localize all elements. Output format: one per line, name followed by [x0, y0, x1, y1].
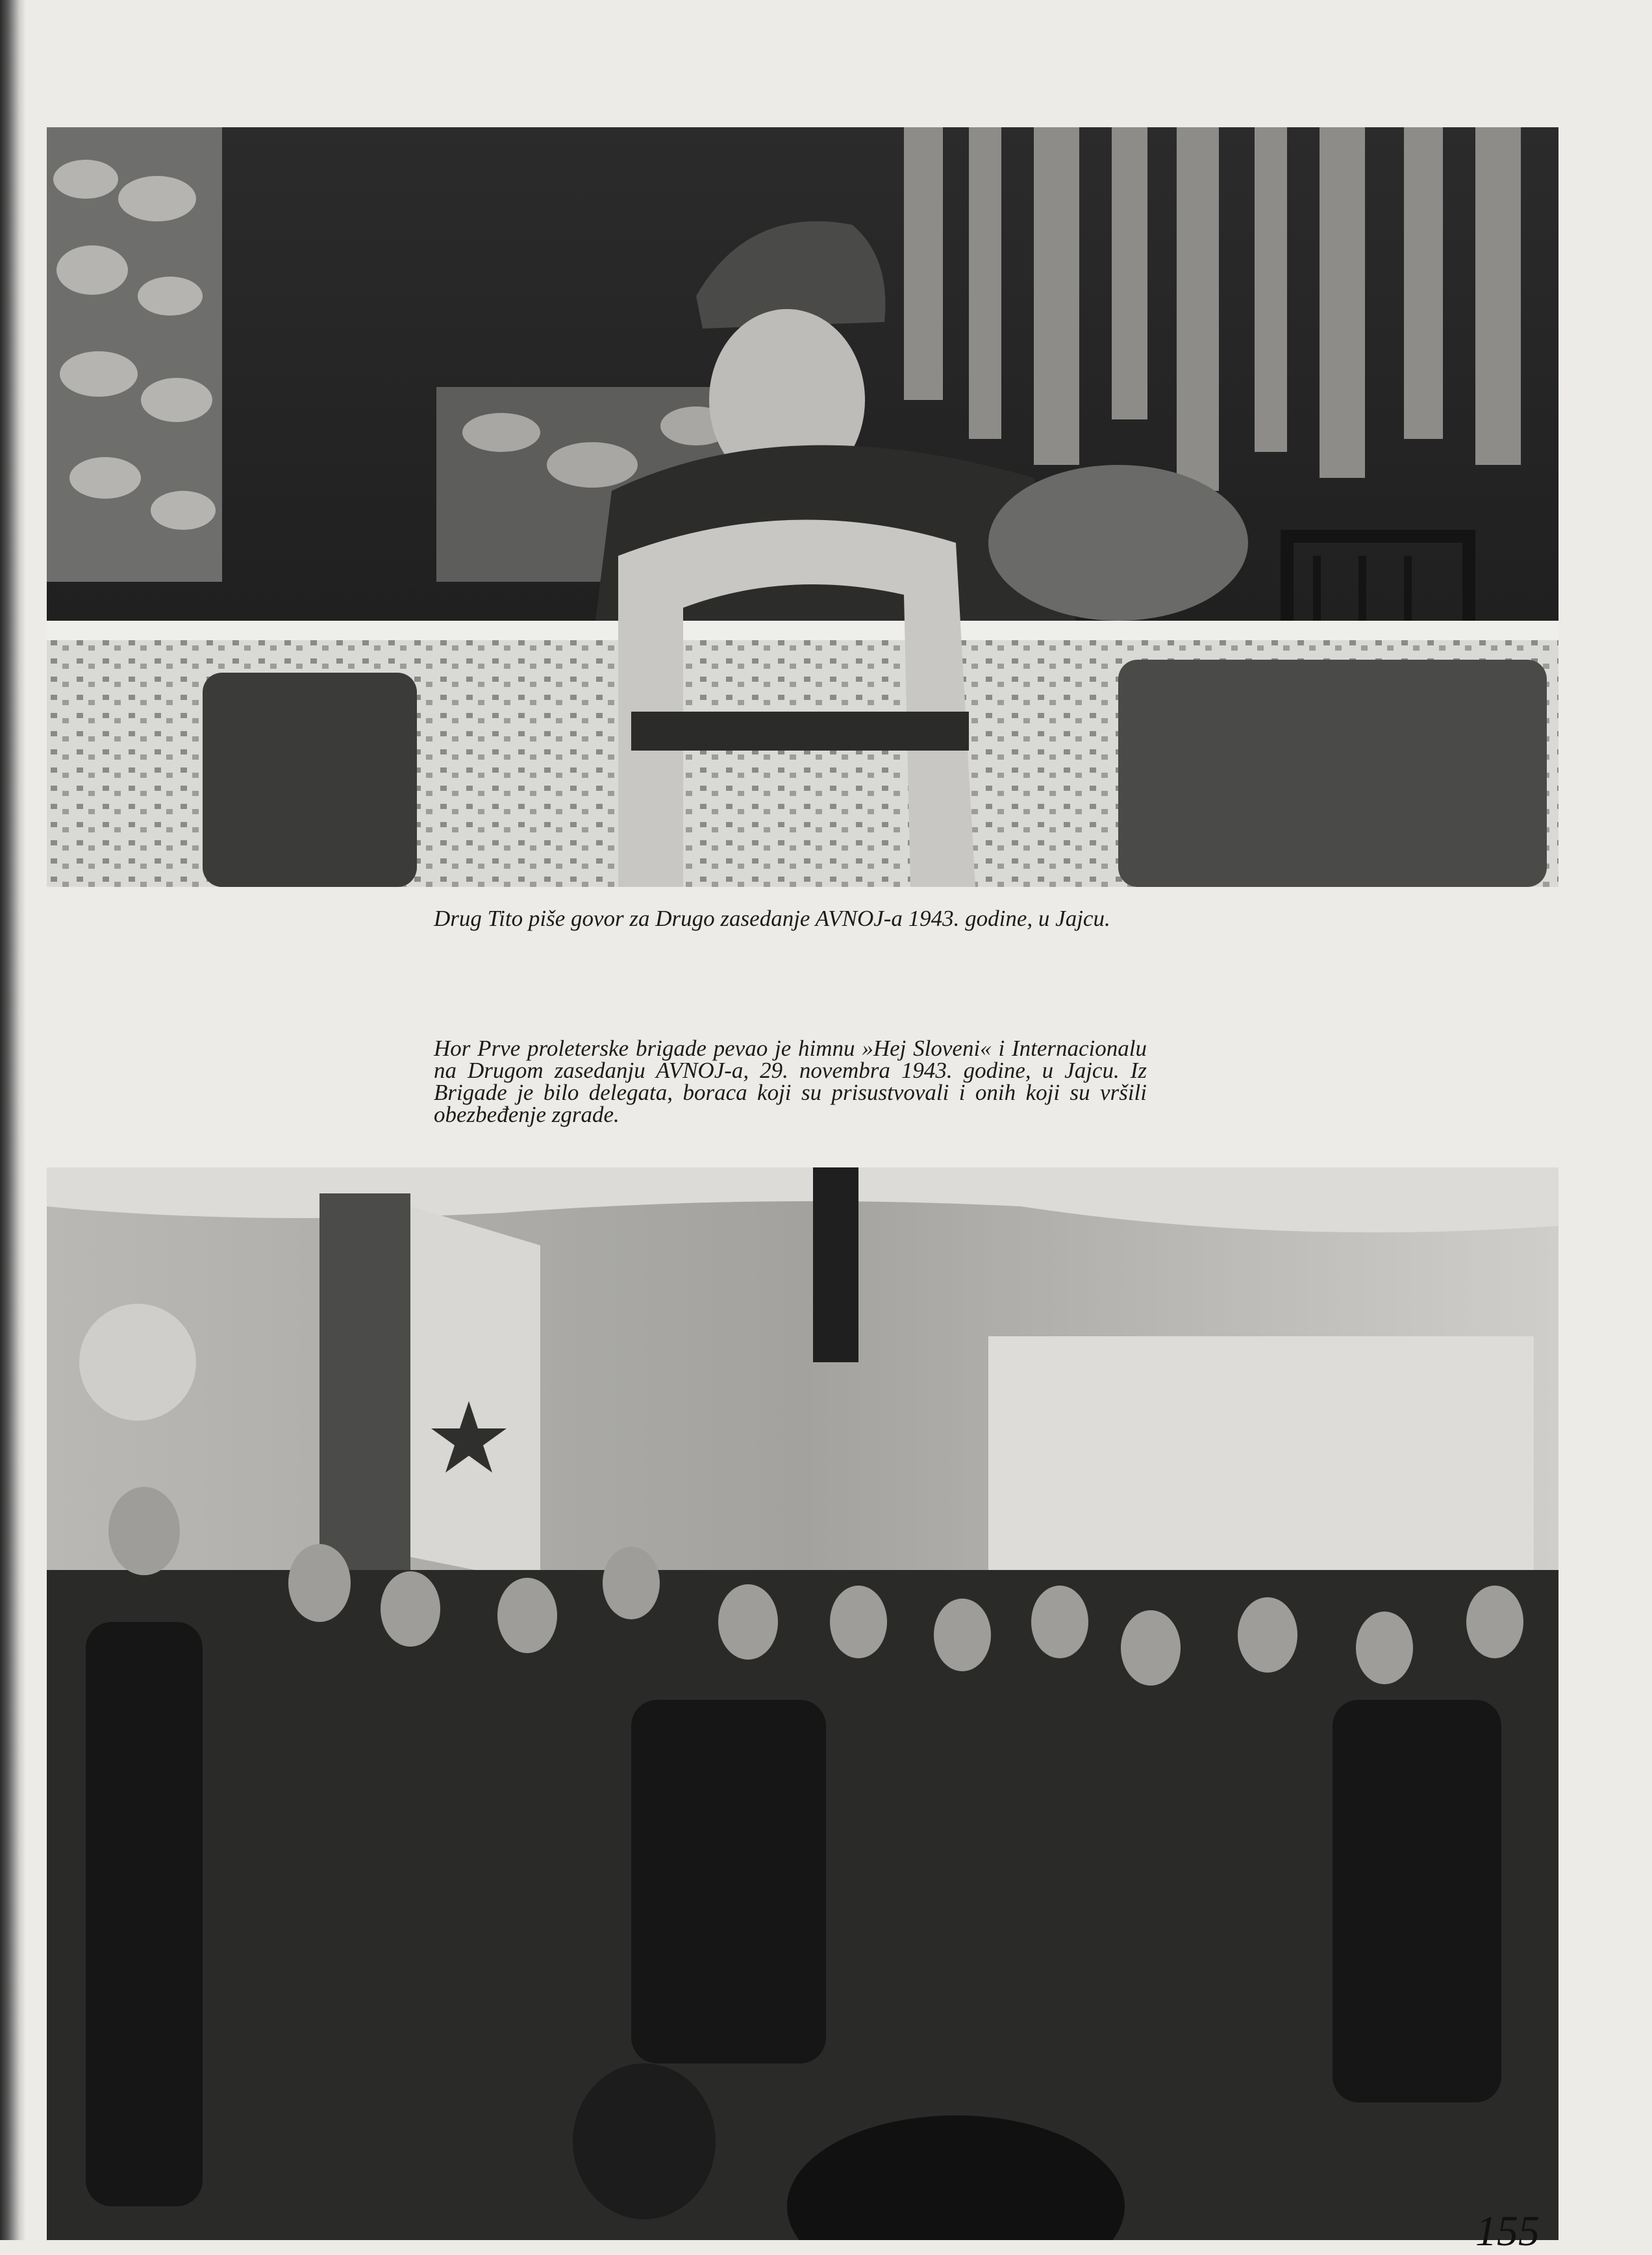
- caption-bottom-photo: Hor Prve proleterske brigade pevao je himnu »Hej Sloveni« i Internacionalu na Drugom zasedanju AVNOJ-a, 29. novembra 1943. godine, u Jajcu. Iz Brigade je bilo delegata, boraca koji su prisustvovali i onih koji su vršili obezbeđenje zgrade.: [434, 1036, 1147, 1127]
- photo-choir-singing-image: [47, 1167, 1558, 2240]
- photo-tito-writing-speech: [47, 127, 1558, 887]
- caption-top-photo: Drug Tito piše govor za Drugo zasedanje AVNOJ-a 1943. godine, u Jajcu.: [434, 906, 1110, 931]
- page-gutter-shadow: [0, 0, 26, 2240]
- page-number: 155: [1475, 2208, 1540, 2255]
- photo-tito-writing-speech-image: [47, 127, 1558, 887]
- photo-choir-singing: [47, 1167, 1558, 2240]
